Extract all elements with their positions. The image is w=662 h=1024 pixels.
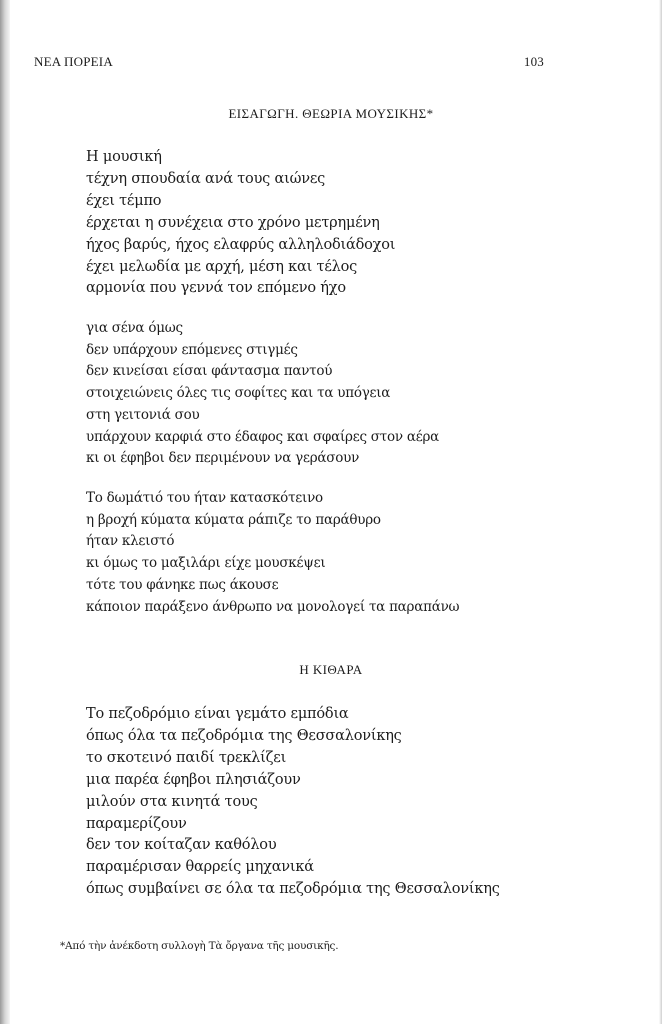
- verse-line: στοιχειώνεις όλες τις σοφίτες και τα υπόγεια: [86, 385, 391, 402]
- verse-line: κάποιον παράξενο άνθρωπο να μονολογεί τα παραπάνω: [86, 598, 460, 615]
- verse-line: κι όμως το μαξιλάρι είχε μουσκέψει: [86, 555, 326, 572]
- poem-title-theory-of-music: ΕΙΣΑΓΩΓΗ. ΘΕΩΡΙΑ ΜΟΥΣΙΚΗΣ*: [228, 106, 434, 121]
- verse-line: το σκοτεινό παιδί τρεκλίζει: [86, 749, 287, 766]
- verse-line: αρμονία που γεννά τον επόμενο ήχο: [86, 280, 346, 297]
- verse-line: δεν τον κοίταζαν καθόλου: [86, 837, 277, 854]
- poem1-stanza-1: [86, 147, 395, 300]
- verse-line: όπως συμβαίνει σε όλα τα πεζοδρόμια της Θεσσαλονίκης: [86, 881, 500, 898]
- running-head: [34, 54, 544, 70]
- verse-line: έχει τέμπο: [86, 192, 162, 209]
- poem1-stanza-2: [86, 318, 439, 470]
- verse-line: Η μουσική: [86, 149, 162, 165]
- book-spine-shadow: [0, 0, 10, 1024]
- verse-line: για σένα όμως: [86, 320, 183, 336]
- poem-title-the-guitar: Η ΚΙΘΑΡΑ: [299, 662, 363, 677]
- verse-line: η βροχή κύματα κύματα ράπιζε το παράθυρο: [86, 511, 381, 528]
- verse-line: όπως όλα τα πεζοδρόμια της Θεσσαλονίκης: [86, 727, 402, 744]
- verse-line: δεν κινείσαι είσαι φάντασμα παντού: [86, 363, 333, 380]
- verse-line: τότε του φάνηκε πως άκουσε: [86, 576, 279, 593]
- verse-line: Το πεζοδρόμιο είναι γεμάτο εμπόδια: [86, 706, 349, 722]
- verse-line: ήχος βαρύς, ήχος ελαφρύς αλληλοδιάδοχοι: [86, 236, 396, 253]
- footnote: *Από τὴν ἀνέκδοτη συλλογὴ Τὰ ὄργανα τῆς μουσικῆς.: [60, 940, 339, 952]
- poem1-stanza-3: [86, 488, 459, 618]
- verse-line: ήταν κλειστό: [86, 533, 175, 550]
- page-number: 103: [523, 54, 544, 69]
- verse-line: τέχνη σπουδαία ανά τους αιώνες: [86, 170, 326, 187]
- verse-line: μιλούν στα κινητά τους: [86, 793, 258, 810]
- verse-line: Το δωμάτιό του ήταν κατασκότεινο: [86, 490, 323, 506]
- verse-line: δεν υπάρχουν επόμενες στιγμές: [86, 341, 298, 358]
- verse-line: έχει μελωδία με αρχή, μέση και τέλος: [86, 258, 358, 275]
- poem2-stanza-1: [86, 704, 500, 901]
- verse-line: κι οι έφηβοι δεν περιμένουν να γεράσουν: [86, 450, 360, 467]
- verse-line: υπάρχουν καρφιά στο έδαφος και σφαίρες στον αέρα: [86, 428, 440, 445]
- verse-line: μια παρέα έφηβοι πλησιάζουν: [86, 771, 301, 788]
- verse-line: στη γειτονιά σου: [86, 406, 200, 423]
- verse-line: έρχεται η συνέχεια στο χρόνο μετρημένη: [86, 214, 380, 231]
- verse-line: παραμέρισαν θαρρείς μηχανικά: [86, 859, 314, 876]
- verse-line: παραμερίζουν: [86, 815, 187, 832]
- journal-name: ΝΕΑ ΠΟΡΕΙΑ: [34, 54, 113, 69]
